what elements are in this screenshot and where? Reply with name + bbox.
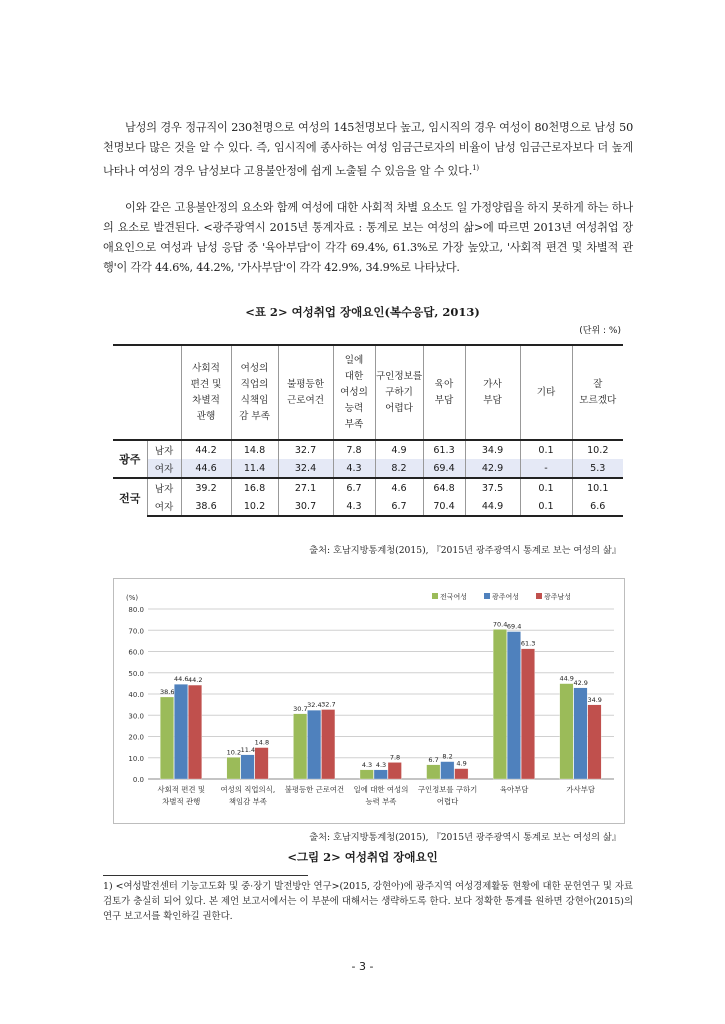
table-cell: 6.7 <box>333 478 375 497</box>
col-header: 사회적 편견 및 차별적 관행 <box>181 345 231 440</box>
gender-label: 남자 <box>147 440 181 459</box>
data-label: 69.4 <box>506 622 522 631</box>
x-tick-label: 사회적 편견 및 <box>157 785 206 794</box>
bar <box>521 649 535 779</box>
y-tick-label: 70.0 <box>128 627 144 636</box>
table-cell: 4.3 <box>333 459 375 478</box>
x-tick-label: 책임감 부족 <box>228 797 267 806</box>
footnote-ref: 1) <box>472 164 479 172</box>
figure-source: 출처: 호남지방통계청(2015), 『2015년 광주광역시 통계로 보는 여성의 삶』 <box>309 832 621 843</box>
bar <box>441 762 455 779</box>
page-number: - 3 - <box>351 960 374 973</box>
x-tick-label: 불평등한 근로여건 <box>284 785 345 794</box>
data-label: 7.8 <box>389 753 401 762</box>
y-tick-label: 40.0 <box>128 691 144 699</box>
bar <box>360 770 374 779</box>
table-row <box>113 497 623 516</box>
bar <box>293 714 307 779</box>
col-header: 여성의 직업의 식책임 감 부족 <box>231 345 278 440</box>
table-cell: 32.4 <box>278 459 333 478</box>
data-label: 4.9 <box>456 759 467 768</box>
bar <box>427 765 441 779</box>
bar <box>574 688 588 779</box>
bar <box>493 629 507 779</box>
gender-label: 남자 <box>147 478 181 497</box>
table-cell: 0.1 <box>520 478 572 497</box>
table-cell: 38.6 <box>181 497 231 516</box>
col-header: 가사 부담 <box>465 345 520 440</box>
table-source: 출처: 호남지방통계청(2015), 『2015년 광주광역시 통계로 보는 여성의 삶』 <box>309 545 621 556</box>
data-label: 4.3 <box>361 760 373 769</box>
table-unit: (단위 : %) <box>579 326 621 336</box>
y-axis-label: (%) <box>126 594 139 602</box>
footnote: 1) <여성발전센터 기능고도화 및 중·장기 발전방안 연구>(2015, 강현아)에 광주지역 여성경제활동 현황에 대한 문헌연구 및 자료 검토가 충실히 되어 있다. 본 제언 보고서에서는 이 부분에 대해서는 생략하도록 한다. 보다 정확한 통계를 원하면 강현아(2015)의 연구 보고서를 확인하길 권한다. <box>103 881 633 922</box>
table-cell: 4.9 <box>375 440 423 459</box>
bar <box>227 757 241 779</box>
bar <box>321 710 335 779</box>
table-cell: 0.1 <box>520 440 572 459</box>
data-label: 44.9 <box>559 674 574 683</box>
body-paragraph-2: 이와 같은 고용불안정의 요소와 함께 여성에 대한 사회적 차별 요소도 일 가정양립을 하지 못하게 하는 하나의 요소로 발견된다. <광주광역시 2015년 통계자료 : 통계로 보는 여성의 삶>에 따르면 2013년 여성취업 장애요인으로 여성과 남성 응답 중 '육아부담'이 각각 69.4%, 61.3%로 가장 높았고, '사회적 편견 및 차별적 관행'이 각각 44.6%, 44.2%, '가사부담'이 각각 42.9%, 34.9%로 나타났다. <box>103 201 633 274</box>
legend-label: 광주남성 <box>544 593 572 601</box>
table-cell: 11.4 <box>231 459 278 478</box>
table-cell: 44.2 <box>181 440 231 459</box>
table-cell: 30.7 <box>278 497 333 516</box>
data-label: 32.7 <box>321 700 336 709</box>
data-label: 34.9 <box>587 695 602 704</box>
legend-label: 광주여성 <box>492 593 520 601</box>
data-label: 61.3 <box>520 639 536 648</box>
y-tick-label: 60.0 <box>128 648 144 657</box>
bar-chart <box>113 578 625 824</box>
col-header: 구인정보를 구하기 어렵다 <box>375 345 423 440</box>
bar <box>160 697 174 779</box>
paragraph-1-text: 남성의 경우 정규직이 230천명으로 여성의 145천명보다 높고, 임시직의 경우 여성이 80천명으로 남성 50천명보다 많은 것을 알 수 있다. 즉, 임시직에 종사하는 여성 임금근로자의 비율이 남성 임금근로자보다 더 높게 나타나 여성의 경우 남성보다 고용불안정에 쉽게 노출될 수 있음을 알 수 있다. <box>103 121 633 178</box>
data-label: 42.9 <box>573 678 588 687</box>
bar <box>174 684 188 779</box>
chart-canvas <box>114 579 624 823</box>
table-row <box>113 478 623 497</box>
region-label: 광주 <box>119 453 141 466</box>
y-tick-label: 50.0 <box>128 669 144 678</box>
bar <box>374 770 388 779</box>
data-label: 44.2 <box>188 676 203 685</box>
table-row <box>113 440 623 459</box>
table-cell: - <box>520 459 572 478</box>
col-header: 불평등한 근로여건 <box>278 345 333 440</box>
bar <box>188 685 202 779</box>
legend-label: 전국여성 <box>440 593 468 601</box>
data-label: 14.8 <box>254 738 270 747</box>
table-cell: 16.8 <box>231 478 278 497</box>
header-blank <box>113 345 181 440</box>
bar <box>588 705 602 779</box>
table-cell: 27.1 <box>278 478 333 497</box>
table-cell: 10.2 <box>231 497 278 516</box>
x-tick-label: 능력 부족 <box>365 797 397 806</box>
data-label: 8.2 <box>442 752 453 761</box>
bar <box>507 632 520 779</box>
table-cell: 4.6 <box>375 478 423 497</box>
y-tick-label: 20.0 <box>128 733 144 742</box>
table-cell: 39.2 <box>181 478 231 497</box>
table-caption: <표 2> 여성취업 장애요인(복수응답, 2013) <box>245 305 480 319</box>
legend-swatch <box>432 593 438 599</box>
bar <box>455 769 469 779</box>
table-cell: 42.9 <box>465 459 520 478</box>
col-header: 잘 모르겠다 <box>572 345 623 440</box>
table-cell: 64.8 <box>423 478 465 497</box>
footnote-divider <box>103 875 308 876</box>
y-tick-label: 80.0 <box>128 606 144 614</box>
bar <box>255 748 269 779</box>
x-tick-label: 구인정보를 구하기 <box>417 785 478 794</box>
gender-label: 여자 <box>147 459 181 478</box>
y-tick-label: 10.0 <box>128 754 144 763</box>
table-cell: 7.8 <box>333 440 375 459</box>
data-label: 44.6 <box>174 675 189 684</box>
col-header: 일에 대한 여성의 능력 부족 <box>333 345 375 440</box>
table-cell: 34.9 <box>465 440 520 459</box>
data-label: 70.4 <box>492 620 508 629</box>
figure-caption: <그림 2> 여성취업 장애요인 <box>287 850 438 864</box>
table-cell: 44.9 <box>465 497 520 516</box>
table-cell: 32.7 <box>278 440 333 459</box>
y-tick-label: 30.0 <box>128 712 144 721</box>
x-tick-label: 일에 대한 여성의 <box>353 785 409 794</box>
data-label: 10.2 <box>226 748 242 757</box>
bar <box>388 762 402 779</box>
table-cell: 6.7 <box>375 497 423 516</box>
table-cell: 69.4 <box>423 459 465 478</box>
table-row-highlighted <box>113 459 623 478</box>
bar <box>560 684 574 779</box>
x-tick-label: 어렵다 <box>436 797 459 806</box>
table-cell: 61.3 <box>423 440 465 459</box>
table-cell: 8.2 <box>375 459 423 478</box>
col-header: 기타 <box>520 345 572 440</box>
body-paragraph-1 <box>103 118 633 182</box>
table-cell: 4.3 <box>333 497 375 516</box>
data-table <box>113 344 623 517</box>
x-tick-label: 차별적 관행 <box>162 797 201 806</box>
table-cell: 14.8 <box>231 440 278 459</box>
data-label: 11.4 <box>240 745 256 754</box>
table-cell: 44.6 <box>181 459 231 478</box>
bar <box>241 755 255 779</box>
col-header: 육아 부담 <box>423 345 465 440</box>
table-cell: 5.3 <box>572 459 623 478</box>
x-tick-label: 육아부담 <box>499 785 529 794</box>
table-cell: 10.1 <box>572 478 623 497</box>
gender-label: 여자 <box>147 497 181 516</box>
legend-swatch <box>536 593 542 599</box>
data-label: 38.6 <box>160 687 175 696</box>
table-cell: 10.2 <box>572 440 623 459</box>
x-tick-label: 여성의 직업의식, <box>220 785 276 794</box>
table-cell: 6.6 <box>572 497 623 516</box>
x-tick-label: 가사부담 <box>566 785 595 794</box>
legend-swatch <box>484 593 490 599</box>
table-cell: 37.5 <box>465 478 520 497</box>
region-label: 전국 <box>113 478 147 516</box>
data-label: 32.4 <box>307 701 322 710</box>
data-label: 6.7 <box>428 755 439 764</box>
y-tick-label: 0.0 <box>132 776 144 784</box>
bar <box>307 710 321 779</box>
data-label: 30.7 <box>293 704 308 713</box>
table-cell: 70.4 <box>423 497 465 516</box>
data-label: 4.3 <box>375 760 387 769</box>
table-cell: 0.1 <box>520 497 572 516</box>
